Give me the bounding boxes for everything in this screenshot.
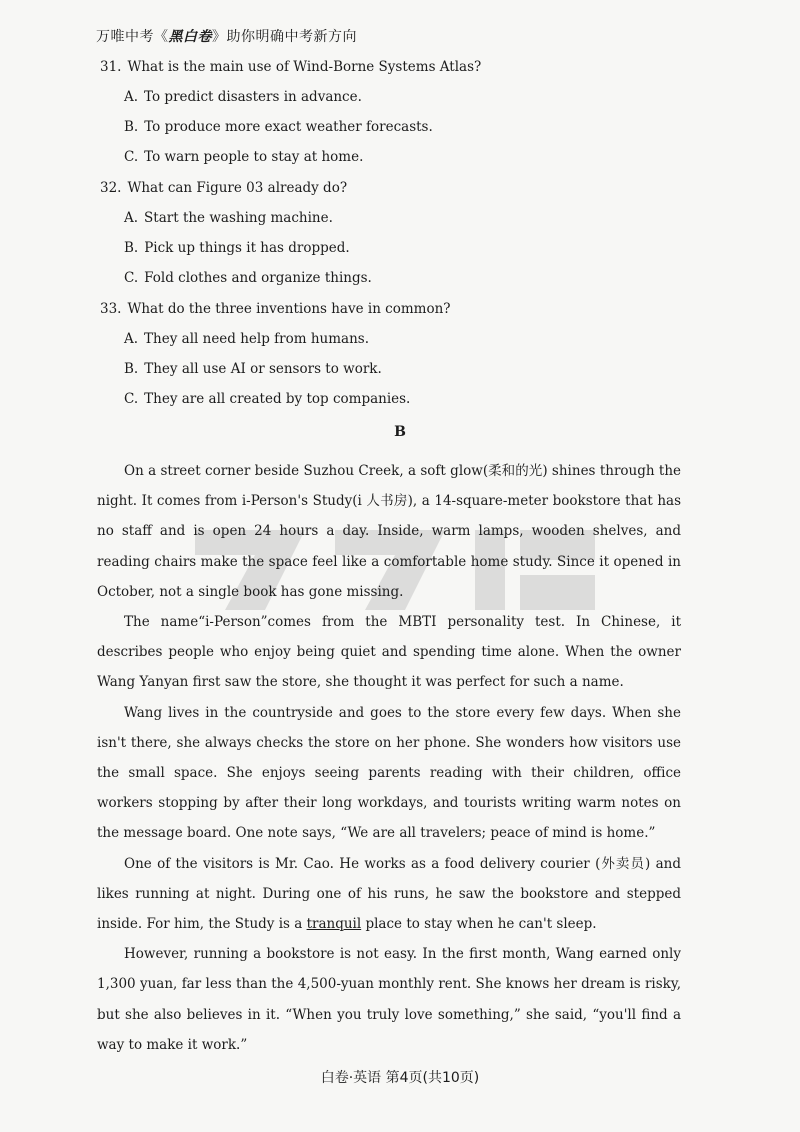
option-text: Start the washing machine. (144, 210, 333, 226)
question-text: What is the main use of Wind-Borne Systems Atlas? (127, 59, 482, 75)
option-letter: C. (124, 149, 139, 165)
question-text: What can Figure 03 already do? (127, 180, 348, 196)
option-a (124, 328, 720, 350)
question-stem (100, 56, 720, 78)
option-b (124, 237, 720, 259)
question-stem (100, 298, 720, 320)
option-text: To produce more exact weather forecasts. (144, 119, 433, 135)
option-a (124, 207, 720, 229)
option-text: They all use AI or sensors to work. (144, 361, 382, 377)
page-header (96, 26, 357, 46)
question-32 (100, 177, 720, 289)
question-number: 32. (100, 180, 122, 196)
question-33 (100, 298, 720, 410)
option-c (124, 146, 720, 168)
page-footer: 白卷·英语 第4页(共10页) (320, 1070, 480, 1086)
option-letter: B. (124, 240, 139, 256)
header-prefix: 万唯中考《 (96, 29, 169, 45)
option-b (124, 358, 720, 380)
question-text: What do the three inventions have in common? (127, 301, 451, 317)
option-letter: C. (124, 391, 139, 407)
question-31 (100, 56, 720, 168)
option-a (124, 86, 720, 108)
option-text: Pick up things it has dropped. (144, 240, 350, 256)
option-b (124, 116, 720, 138)
reading-passage (97, 456, 681, 1060)
option-text: They all need help from humans. (144, 331, 369, 347)
passage-paragraph-2: The name“i-Person”comes from the MBTI personality test. In Chinese, it describes people who enjoy being quiet and spending time alone. When the owner Wang Yanyan first saw the store, she thought it was perfect for such a name. (97, 614, 681, 691)
passage-paragraph-3: Wang lives in the countryside and goes to the store every few days. When she isn't there, she always checks the store on her phone. She wonders how visitors use the small space. She enjoys seeing parents reading with their children, office workers stopping by after their long workdays, and tourists writing warm notes on the message board. One note says, “We are all travelers; peace of mind is home.” (97, 704, 681, 842)
paragraph-text: One of the visitors is Mr. Cao. He works as a food delivery courier (外卖员) and likes running at night. During one of his runs, he saw the bookstore and stepped inside. For him, the Study is a (97, 855, 681, 933)
option-letter: A. (124, 210, 139, 226)
option-text: Fold clothes and organize things. (144, 270, 372, 286)
option-letter: A. (124, 89, 139, 105)
question-number: 33. (100, 301, 122, 317)
passage-paragraph-4 (97, 849, 681, 940)
option-letter: B. (124, 361, 139, 377)
option-c (124, 267, 720, 289)
option-letter: A. (124, 331, 139, 347)
question-number: 31. (100, 59, 122, 75)
question-list (100, 56, 720, 419)
option-text: To warn people to stay at home. (144, 149, 364, 165)
paragraph-text: place to stay when he can't sleep. (361, 916, 597, 933)
option-letter: C. (124, 270, 139, 286)
question-stem (100, 177, 720, 199)
section-heading: B (394, 424, 406, 440)
passage-paragraph-1: On a street corner beside Suzhou Creek, a soft glow(柔和的光) shines through the night. It comes from i-Person's Study(i 人书房), a 14-square-meter bookstore that has no staff and is open 24 hours a day. Inside, warm lamps, wooden shelves, and reading chairs make the space feel like a comfortable home study. Since it opened in October, not a single book has gone missing. (97, 463, 681, 600)
option-text: They are all created by top companies. (144, 391, 411, 407)
option-text: To predict disasters in advance. (144, 89, 362, 105)
option-c (124, 388, 720, 410)
passage-paragraph-5: However, running a bookstore is not easy. In the first month, Wang earned only 1,300 yuan, far less than the 4,500-yuan monthly rent. She knows her dream is risky, but she also believes in it. “When you truly love something,” she said, “you'll find a way to make it work.” (97, 946, 681, 1053)
header-suffix: 》助你明确中考新方向 (212, 29, 357, 45)
header-brand: 黑白卷 (168, 29, 212, 45)
option-letter: B. (124, 119, 139, 135)
underlined-word: tranquil (306, 916, 362, 933)
